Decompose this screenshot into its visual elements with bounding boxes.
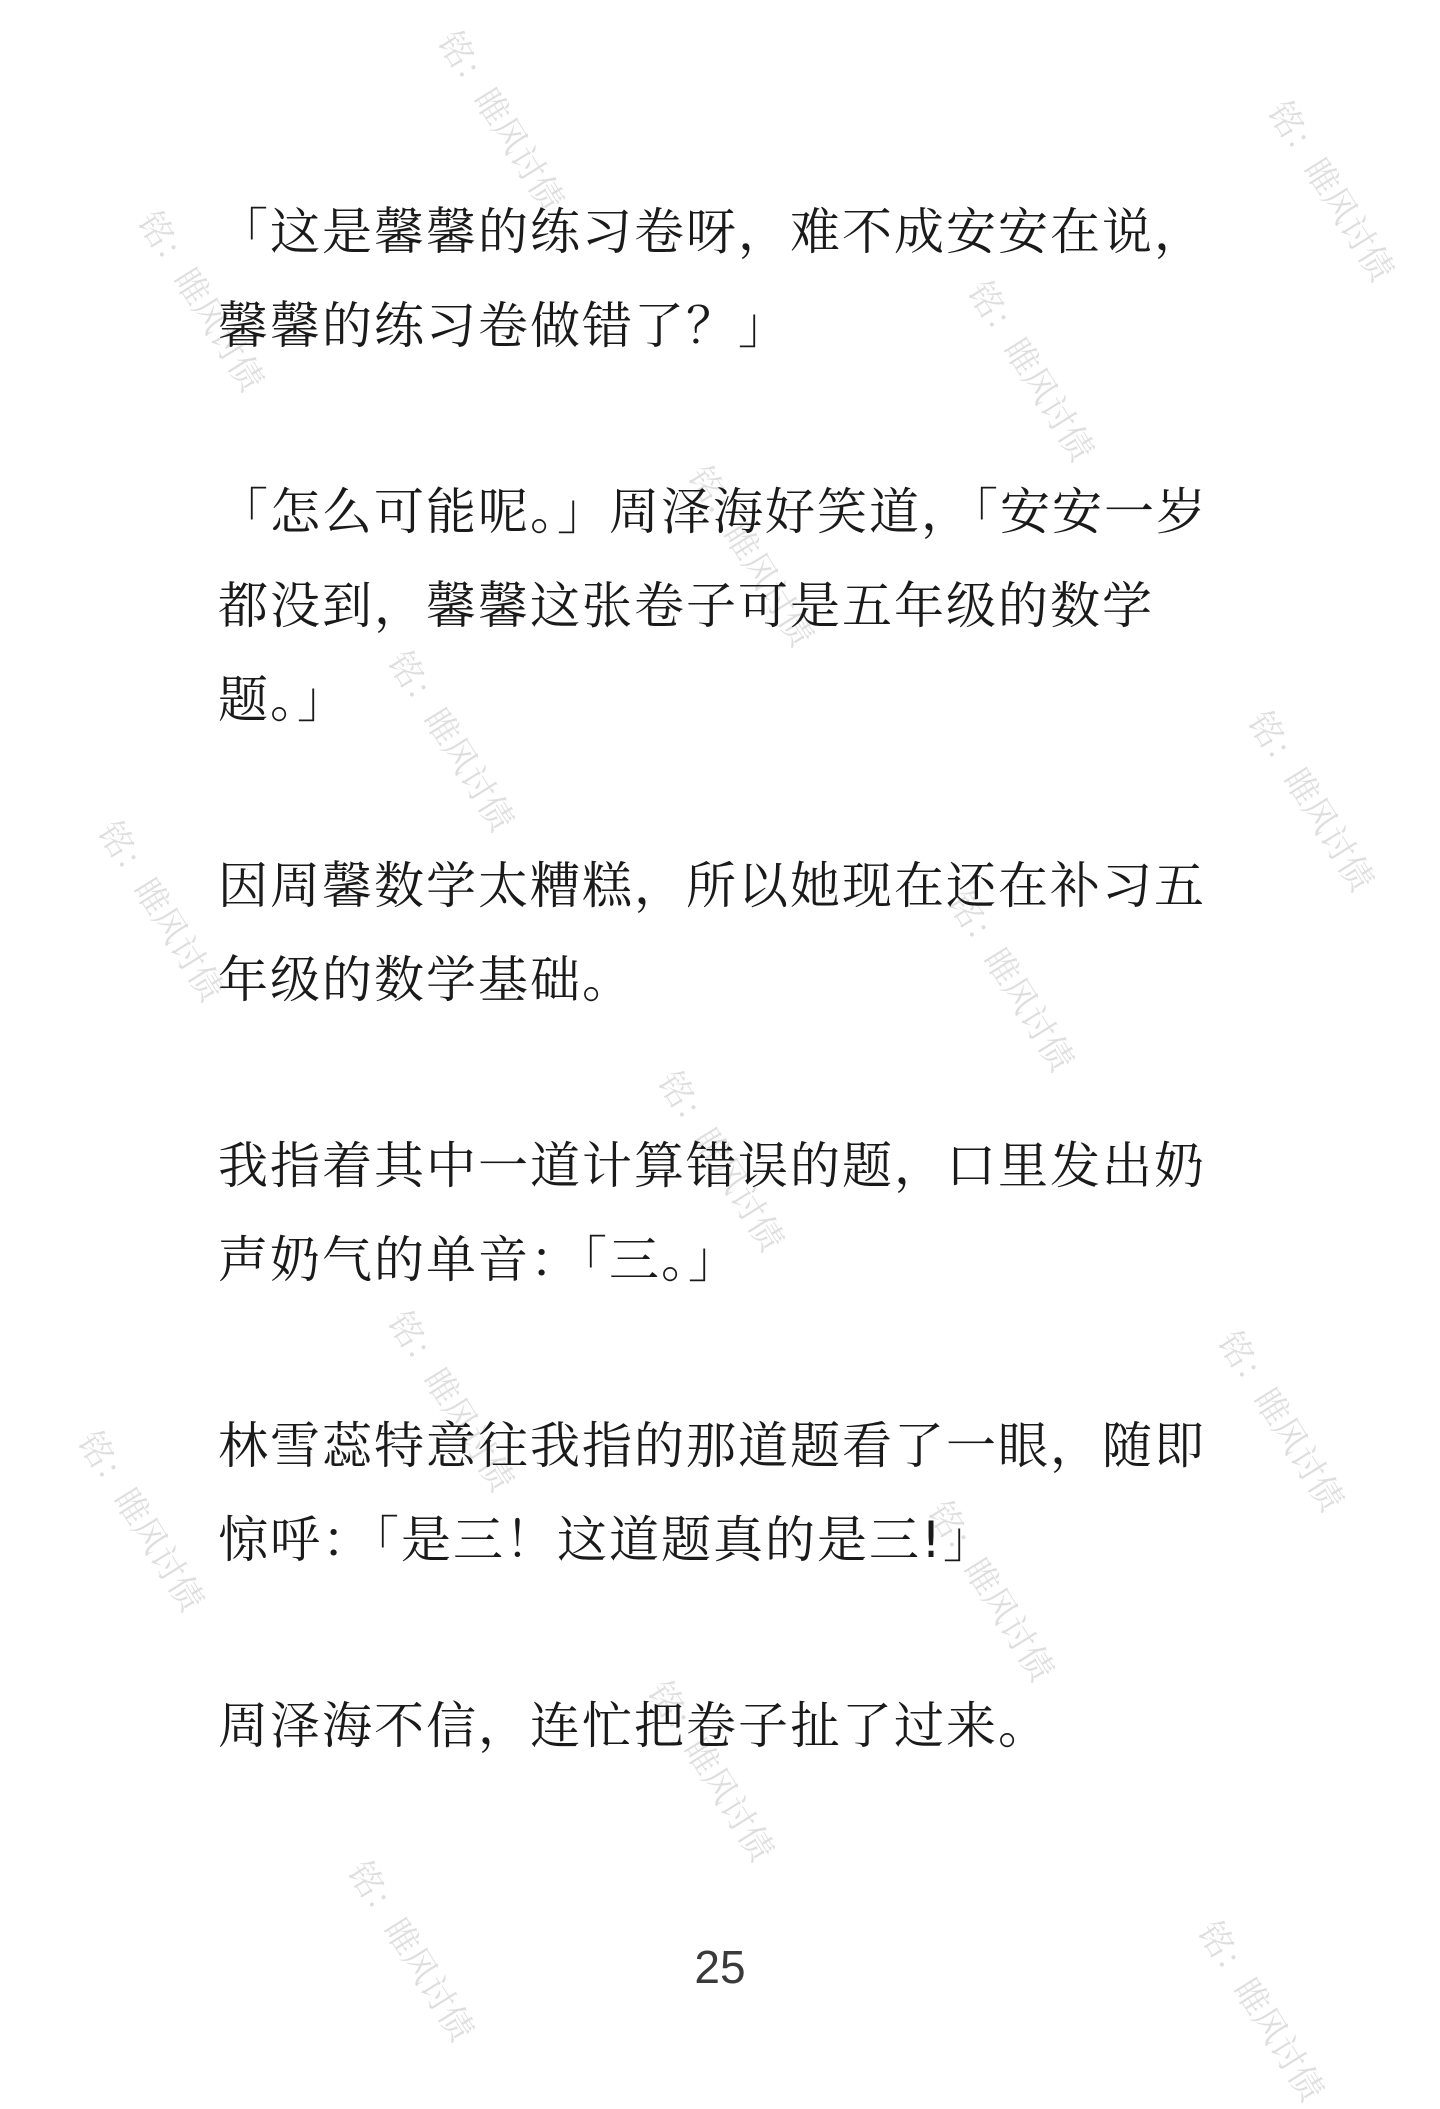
watermark: 铭：睢风讨债 [919,1494,1062,1689]
watermark: 铭：睢风讨债 [339,1854,482,2049]
paragraph: 周泽海不信，连忙把卷子扯了过来。 [218,1697,1050,1755]
watermark: 铭：睢风讨债 [429,24,572,219]
body-text [218,185,1228,1773]
watermark: 铭：睢风讨债 [379,644,522,839]
watermark: 铭：睢风讨债 [69,1424,212,1619]
watermark: 铭：睢风讨债 [679,459,822,654]
paragraph: 因周馨数学太糟糕，所以她现在还在补习五年级的数学基础。 [218,857,1206,1009]
watermark: 铭：睢风讨债 [639,1674,782,1869]
watermark: 铭：睢风讨债 [1189,1914,1332,2109]
watermark: 铭：睢风讨债 [959,274,1102,469]
page-number: 25 [694,1941,746,1993]
paragraph: 「这是馨馨的练习卷呀，难不成安安在说，馨馨的练习卷做错了？」 [218,203,1206,355]
watermark: 铭：睢风讨债 [1259,94,1402,289]
paragraph: 「怎么可能呢。」周泽海好笑道，「安安一岁都没到，馨馨这张卷子可是五年级的数学题。」 [218,483,1208,729]
watermark: 铭：睢风讨债 [1239,704,1382,899]
watermark: 铭：睢风讨债 [649,1064,792,1259]
paragraph: 我指着其中一道计算错误的题，口里发出奶声奶气的单音：「三。」 [218,1137,1206,1289]
watermark: 铭：睢风讨债 [379,1304,522,1499]
watermark: 铭：睢风讨债 [1209,1324,1352,1519]
watermark: 铭：睢风讨债 [129,204,272,399]
paragraph: 林雪蕊特意往我指的那道题看了一眼，随即惊呼：「是三！这道题真的是三!」 [218,1417,1206,1569]
watermark: 铭：睢风讨债 [939,884,1082,1079]
watermark: 铭：睢风讨债 [89,814,232,1009]
